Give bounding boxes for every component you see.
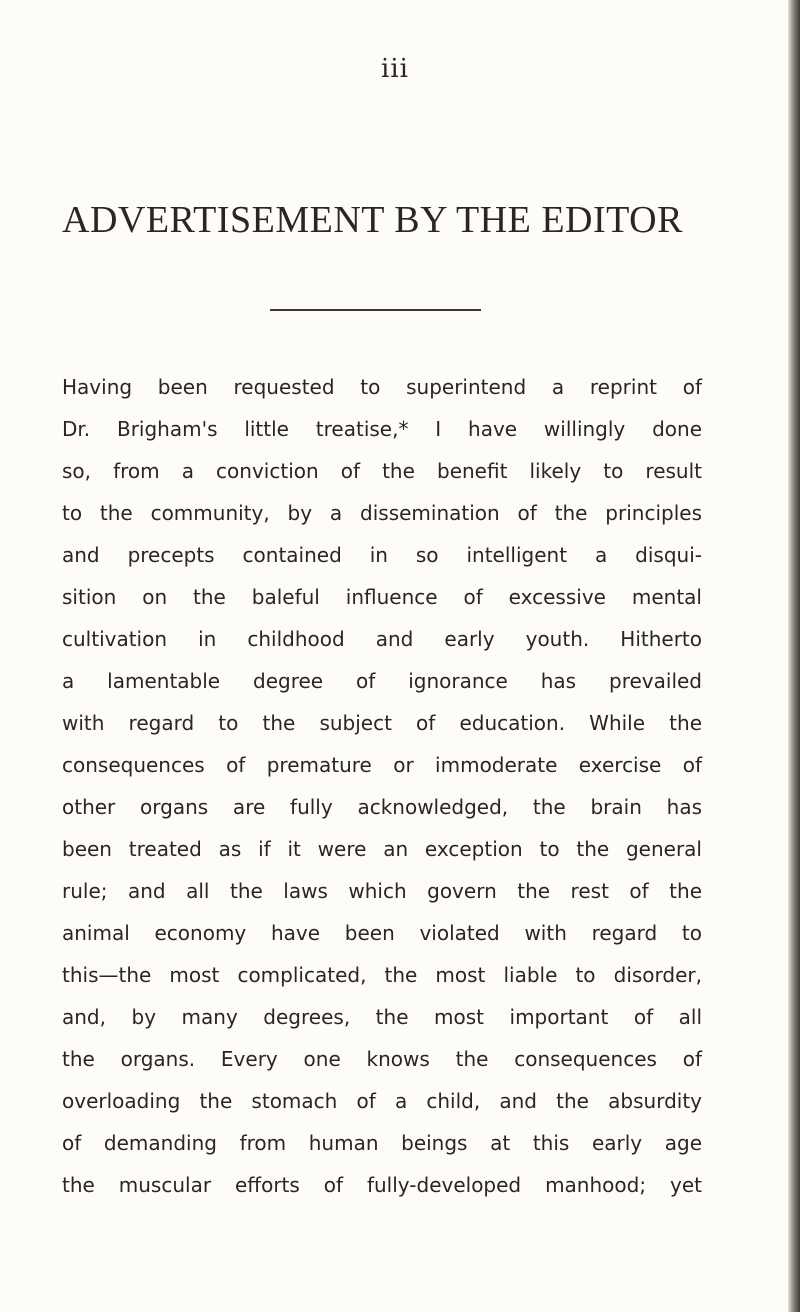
text-line: and, by many degrees, the most important of all <box>62 1005 702 1029</box>
text-line: to the community, by a dissemination of the principles <box>62 501 702 525</box>
text-line: and precepts contained in so intelligent a disqui- <box>62 543 702 567</box>
text-line: Having been requested to superintend a reprint of <box>62 375 702 399</box>
text-line: the muscular efforts of fully-developed manhood; yet <box>62 1173 702 1197</box>
text-line: consequences of premature or immoderate exercise of <box>62 753 702 777</box>
body-paragraph <box>62 366 702 1206</box>
text-line: of demanding from human beings at this early age <box>62 1131 702 1155</box>
text-line: Dr. Brigham's little treatise,* I have willingly done <box>62 417 702 441</box>
text-line: sition on the baleful influence of excessive mental <box>62 585 702 609</box>
text-line: been treated as if it were an exception to the general <box>62 837 702 861</box>
text-line: cultivation in childhood and early youth. Hitherto <box>62 627 702 651</box>
text-line: with regard to the subject of education. While the <box>62 711 702 735</box>
text-line: a lamentable degree of ignorance has prevailed <box>62 669 702 693</box>
text-line: overloading the stomach of a child, and the absurdity <box>62 1089 702 1113</box>
page-binding-edge <box>788 0 800 1312</box>
text-line: the organs. Every one knows the consequences of <box>62 1047 702 1071</box>
text-line: so, from a conviction of the benefit likely to result <box>62 459 702 483</box>
page-number: iii <box>381 54 409 84</box>
text-line: animal economy have been violated with regard to <box>62 921 702 945</box>
text-line: other organs are fully acknowledged, the brain has <box>62 795 702 819</box>
heading-divider <box>270 309 481 311</box>
text-line: this—the most complicated, the most liable to disorder, <box>62 963 702 987</box>
page-heading: ADVERTISEMENT BY THE EDITOR <box>62 199 683 241</box>
text-line: rule; and all the laws which govern the rest of the <box>62 879 702 903</box>
